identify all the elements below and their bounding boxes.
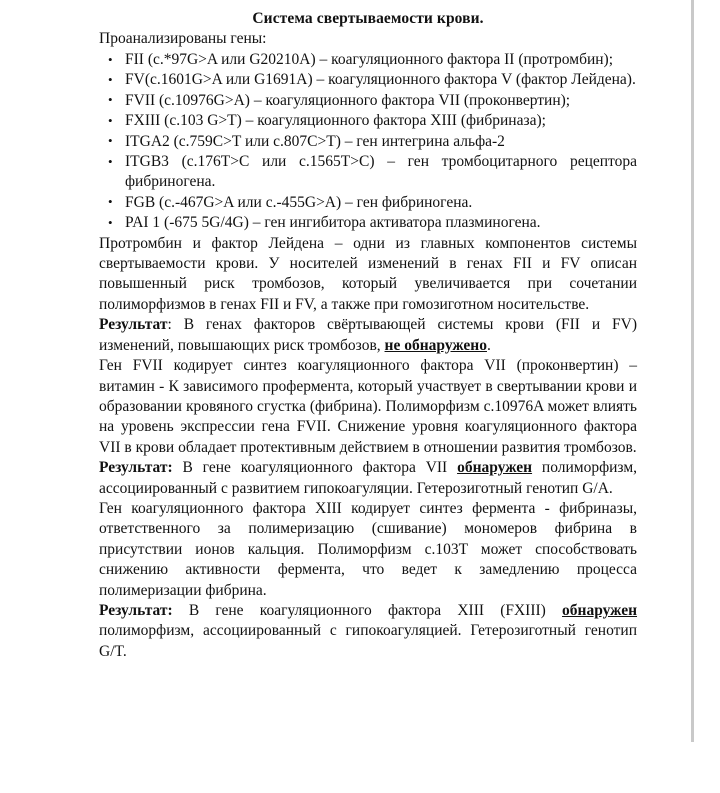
- result-text-before: В гене коагуляционного фактора VII: [182, 459, 458, 477]
- list-item: • FGB (c.-467G>A или c.-455G>A) – ген фибриногена.: [99, 193, 637, 213]
- list-item: • PAI 1 (-675 5G/4G) – ген ингибитора активатора плазминогена.: [99, 213, 637, 233]
- section-body: Ген FVII кодирует синтез коагуляционного фактора VII (проконвертин) – витамин - К зависимого профермента, который участвует в свертывании крови и образовании кровяного сгустка (фибрина). Полиморфизм c.10976A может влиять на уровень экспрессии гена FVII. Снижение уровня коагуляционного фактора VII в крови обладает протективным действием в отношении развития тромбозов.: [99, 357, 637, 456]
- result-highlight: обнаружен: [562, 601, 638, 619]
- section-result: [99, 601, 637, 662]
- result-highlight: не обнаружено: [384, 336, 487, 354]
- section-result: [99, 315, 637, 356]
- result-text-after: .: [486, 336, 491, 354]
- result-label: Результат: [99, 316, 168, 334]
- result-text-after: полиморфизм, ассоциированный с гипокоагуляцией. Гетерозиготный генотип G/T.: [99, 622, 637, 660]
- list-item: • ITGA2 (c.759C>T или c.807C>T) – ген интегрина альфа-2: [99, 132, 637, 152]
- result-text-before: В гене коагуляционного фактора XIII (FXIII): [188, 601, 563, 619]
- result-label-suffix: :: [167, 316, 184, 334]
- list-item: • FII (c.*97G>A или G20210A) – коагуляционного фактора II (протромбин);: [99, 50, 637, 70]
- page-title: Система свертываемости крови.: [252, 10, 484, 27]
- result-label-suffix: [173, 459, 183, 476]
- list-item: • FXIII (c.103 G>T) – коагуляционного фактора XIII (фибриназа);: [99, 111, 637, 131]
- list-item: • FV(c.1601G>A или G1691A) – коагуляционного фактора V (фактор Лейдена).: [99, 70, 637, 90]
- list-item: • FVII (c.10976G>A) – коагуляционного фактора VII (проконвертин);: [99, 91, 637, 111]
- intro-line: Проанализированы гены:: [99, 30, 267, 47]
- section-body: Ген коагуляционного фактора XIII кодирует синтез фермента - фибриназы, ответственного за полимеризацию (сшивание) мономеров фибрина в присутствии ионов кальция. Полиморфизм c.103T может способствовать снижению активности фермента, что ведет к замедлению процесса полимеризации фибрина.: [99, 499, 637, 599]
- result-text-after: полиморфизм, ассоциированный с развитием гипокоагуляции. Гетерозиготный генотип G/A.: [99, 459, 638, 497]
- section-body: Протромбин и фактор Лейдена – одни из главных компонентов системы свертываемости крови. У носителей изменений в генах FII и FV описан повышенный риск тромбозов, который увеличивается при сочетании полиморфизмов в генах FII и FV, а также при гомозиготном носительстве.: [99, 234, 637, 313]
- result-highlight: обнаружен: [457, 459, 533, 477]
- list-item: • ITGB3 (c.176T>C или c.1565T>C) – ген тромбоцитарного рецептора фибриногена.: [99, 152, 637, 193]
- gene-list: [99, 50, 637, 234]
- result-label: Результат:: [99, 459, 173, 477]
- result-label: Результат:: [99, 601, 173, 619]
- page-edge-divider: [691, 0, 694, 742]
- result-text-before: В генах факторов свёртывающей системы крови (FII и FV) изменений, повышающих риск тромбозов,: [99, 316, 637, 354]
- section-result: [99, 458, 637, 499]
- result-label-suffix: [173, 602, 189, 619]
